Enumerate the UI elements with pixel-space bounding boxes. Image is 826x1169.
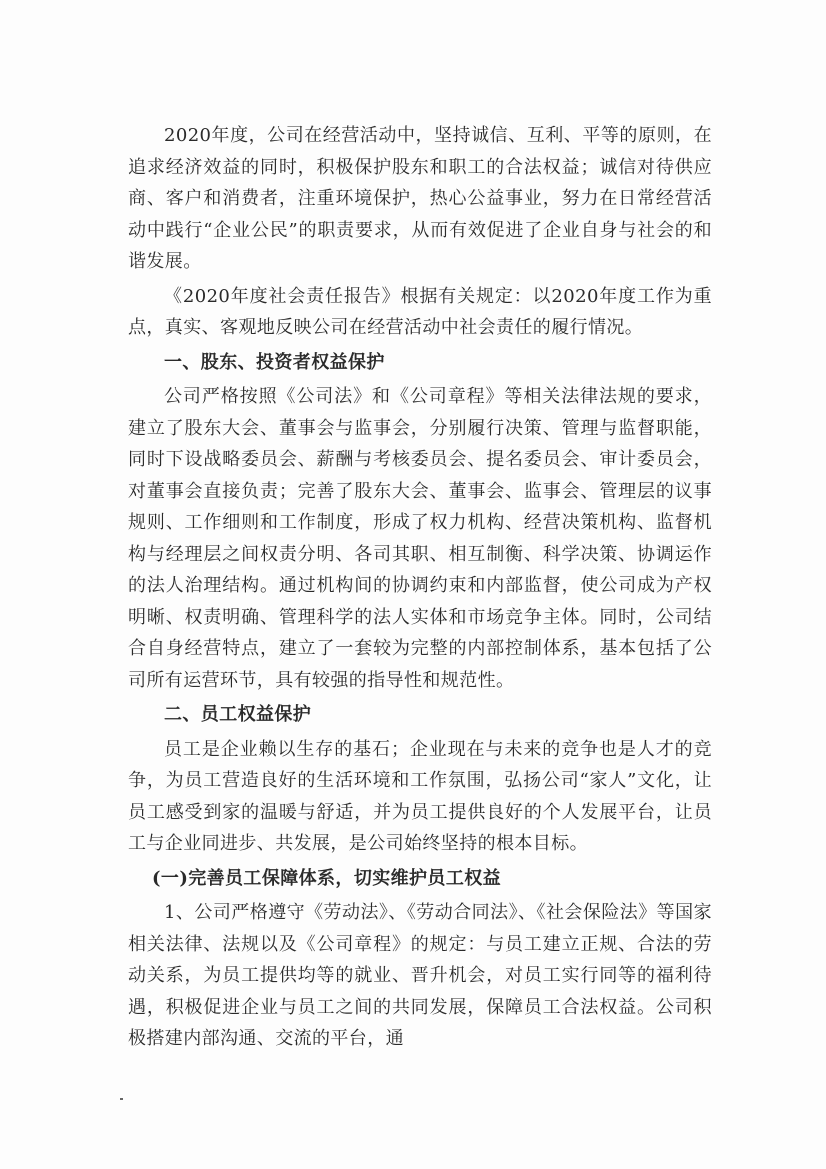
labor-law-paragraph: 1、公司严格遵守《劳动法》、《劳动合同法》、《社会保险法》等国家相关法律、法规以及《公司章程》的规定：与员工建立正规、合法的劳动关系，为员工提供均等的就业、晋升机会，对员工实行同等的福利待遇，积极促进企业与员工之间的共同发展，保障员工合法权益。公司积极搭建内部沟通、交流的平台，通 <box>128 902 712 1049</box>
document-body <box>128 120 712 1058</box>
scan-mark <box>120 1098 123 1100</box>
subsection-heading-employee-protection: (一)完善员工保障体系，切实维护员工权益 <box>152 867 502 889</box>
section-heading-shareholders: 一、股东、投资者权益保护 <box>164 351 385 373</box>
report-scope-paragraph: 《2020年度社会责任报告》根据有关规定：以2020年度工作为重点，真实、客观地反映公司在经营活动中社会责任的履行情况。 <box>128 285 712 338</box>
shareholders-paragraph: 公司严格按照《公司法》和《公司章程》等相关法律法规的要求，建立了股东大会、董事会与监事会，分别履行决策、管理与监督职能，同时下设战略委员会、薪酬与考核委员会、提名委员会、审计委员会，对董事会直接负责；完善了股东大会、董事会、监事会、管理层的议事规则、工作细则和工作制度，形成了权力机构、经营决策机构、监督机构与经理层之间权责分明、各司其职、相互制衡、科学决策、协调运作的法人治理结构。通过机构间的协调约束和内部监督，使公司成为产权明晰、权责明确、管理科学的法人实体和市场竞争主体。同时，公司结合自身经营特点，建立了一套较为完整的内部控制体系，基本包括了公司所有运营环节，具有较强的指导性和规范性。 <box>128 386 712 691</box>
intro-paragraph: 2020年度，公司在经营活动中，坚持诚信、互利、平等的原则，在追求经济效益的同时，积极保护股东和职工的合法权益；诚信对待供应商、客户和消费者，注重环境保护，热心公益事业，努力在日常经营活动中践行“企业公民”的职责要求，从而有效促进了企业自身与社会的和谐发展。 <box>128 125 712 272</box>
section-heading-employees: 二、员工权益保护 <box>164 704 312 725</box>
employees-paragraph: 员工是企业赖以生存的基石；企业现在与未来的竞争也是人才的竞争，为员工营造良好的生活环境和工作氛围，弘扬公司“家人”文化，让员工感受到家的温暖与舒适，并为员工提供良好的个人发展平台，让员工与企业同进步、共发展，是公司始终坚持的根本目标。 <box>128 738 712 854</box>
